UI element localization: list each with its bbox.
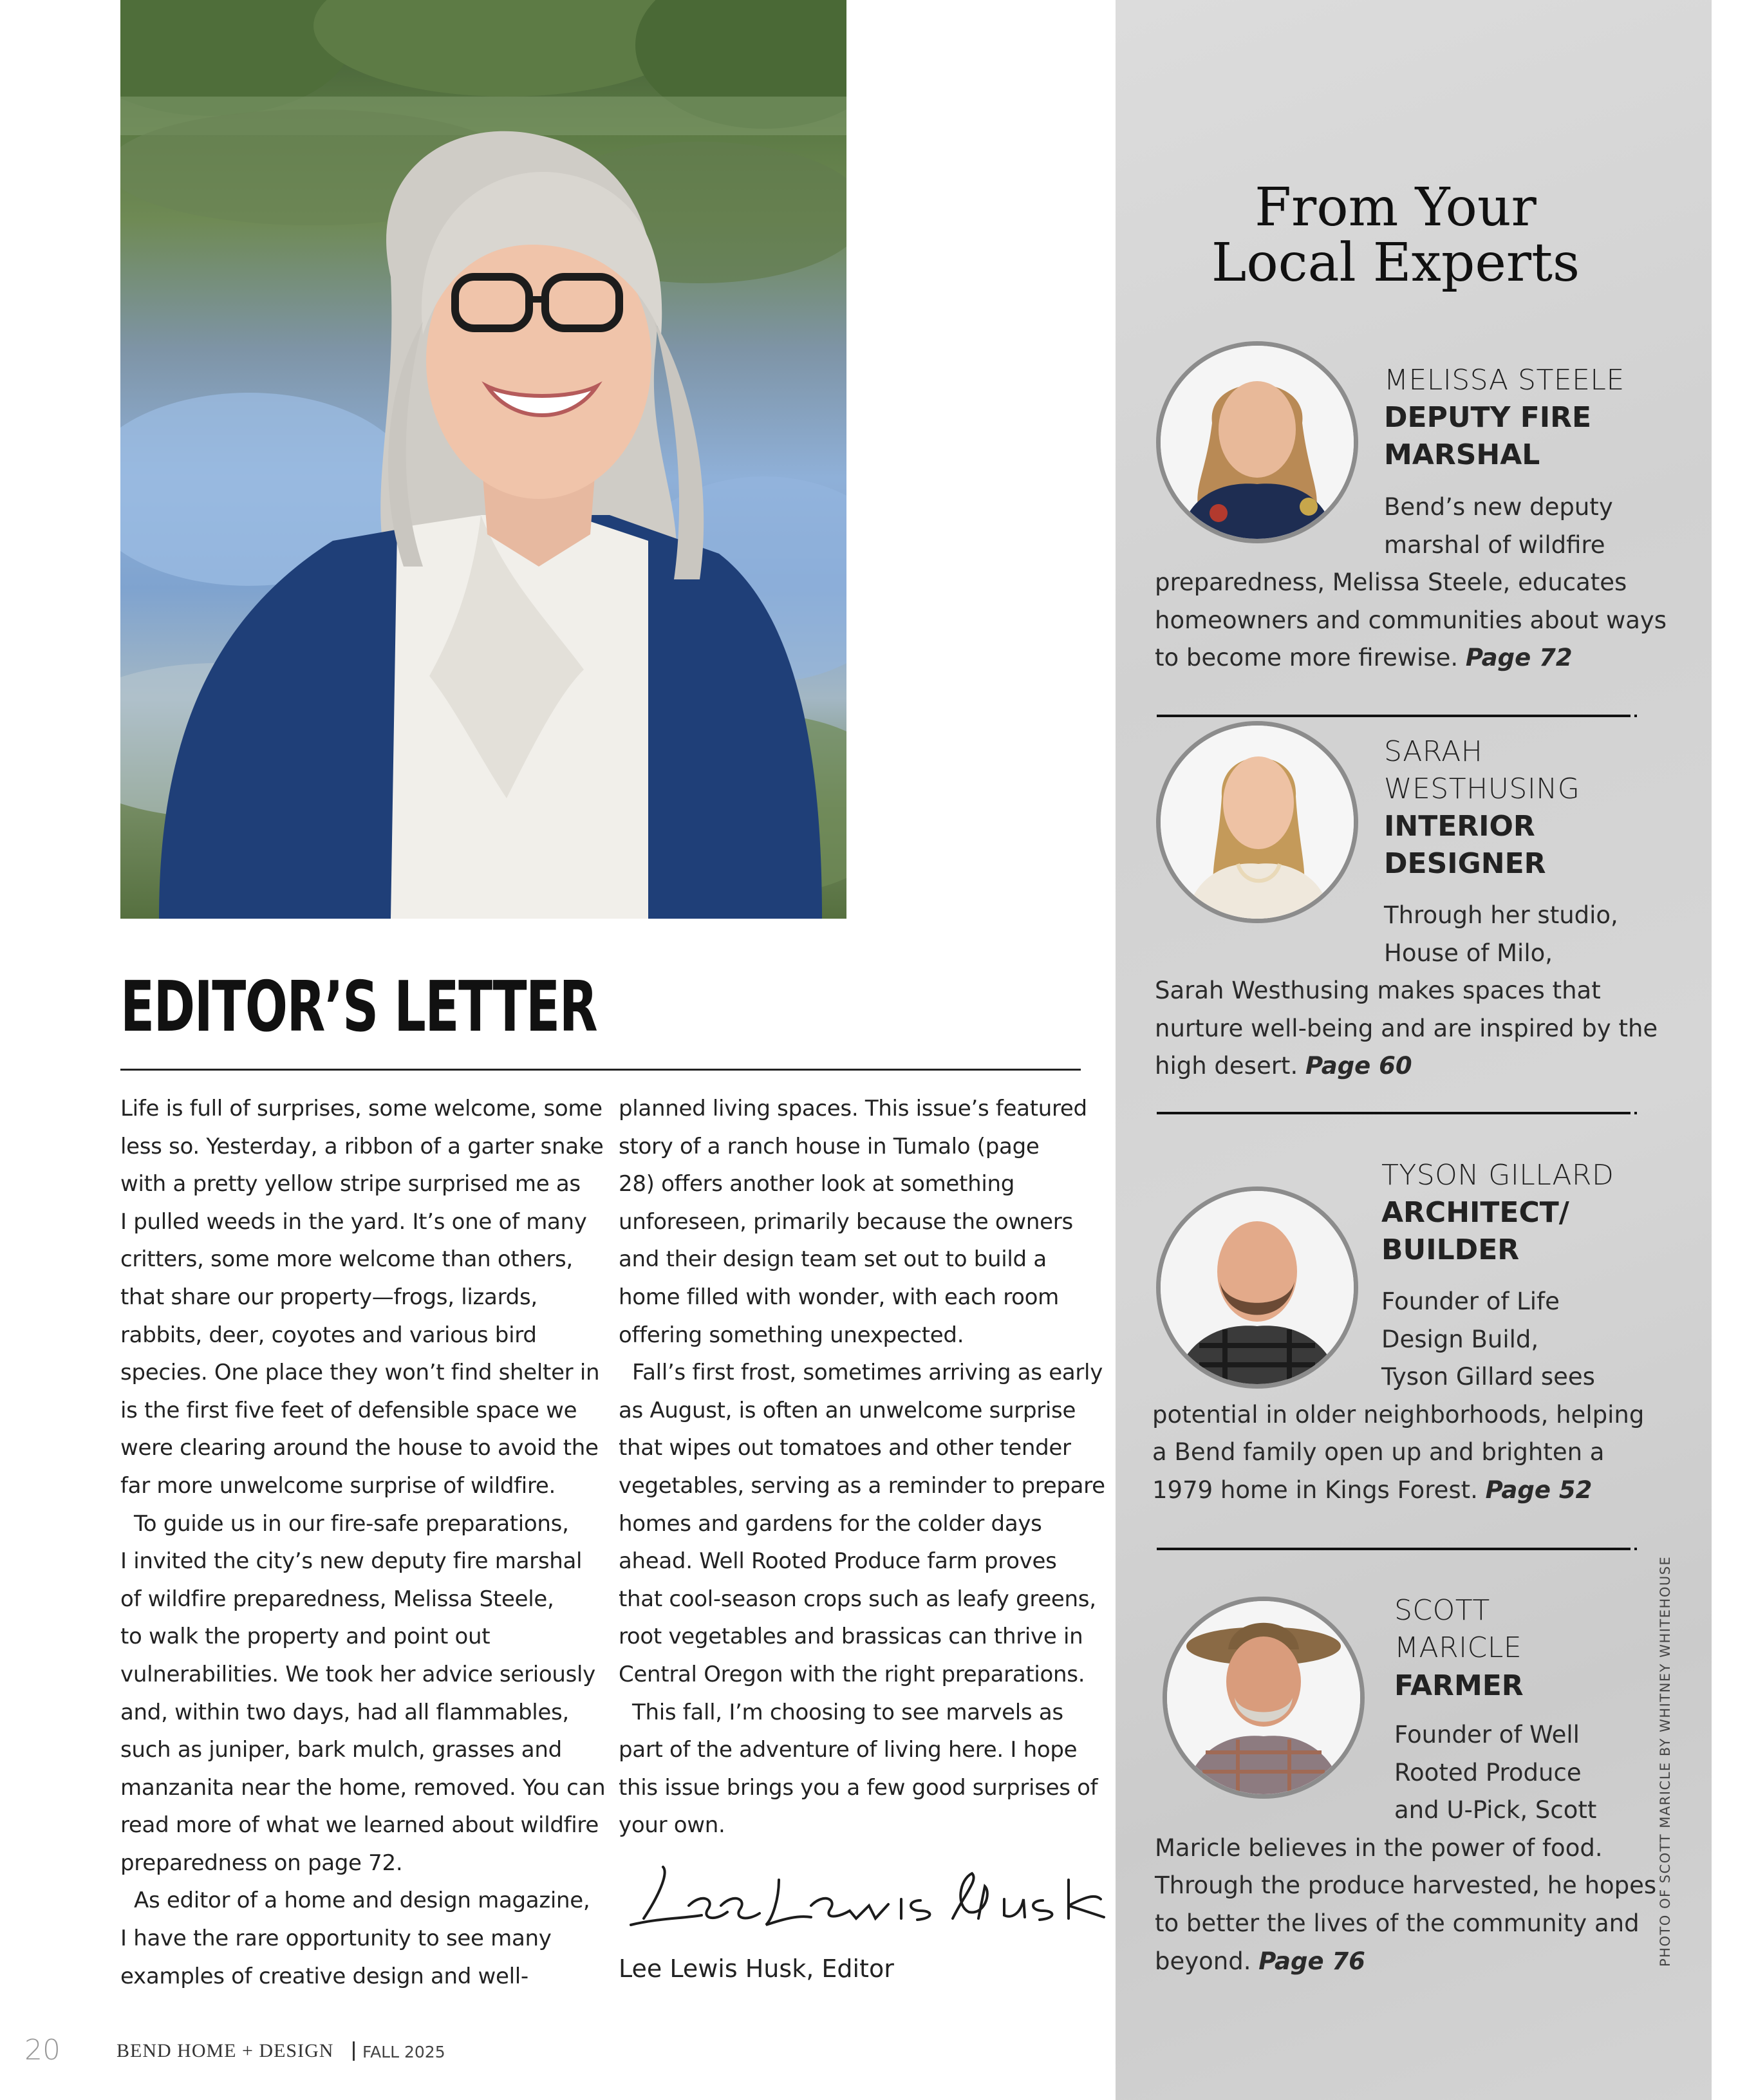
sidebar-title <box>1116 177 1676 294</box>
text-line: as August, is often an unwelcome surprise <box>619 1397 1076 1423</box>
page-reference: Page 72 <box>1465 644 1573 672</box>
desc-line <box>1155 639 1667 677</box>
expert-role-line: FARMER <box>1394 1669 1524 1702</box>
text-line: and their design team set out to build a <box>619 1246 1047 1273</box>
expert-divider <box>1157 1548 1631 1550</box>
expert-divider <box>1157 715 1631 717</box>
letter-column-left <box>120 1090 606 1995</box>
text-line: less so. Yesterday, a ribbon of a garter snake <box>120 1133 604 1159</box>
issue-label: FALL 2025 <box>362 2043 445 2061</box>
text-line: this issue brings you a few good surprises of <box>619 1774 1098 1801</box>
text-line: rabbits, deer, coyotes and various bird <box>120 1322 537 1348</box>
text-line: planned living spaces. This issue’s featured <box>619 1096 1087 1121</box>
text-line: species. One place they won’t find shelter in <box>120 1360 600 1386</box>
page-number: 20 <box>24 2034 61 2067</box>
desc-text: high desert. <box>1155 1052 1298 1080</box>
expert-divider <box>1157 1112 1631 1114</box>
footer-separator <box>353 2041 355 2061</box>
expert-name <box>1394 1592 1522 1667</box>
desc-line: a Bend family open up and brighten a <box>1152 1438 1605 1467</box>
desc-line: Rooted Produce <box>1394 1758 1582 1786</box>
desc-line: preparedness, Melissa Steele, educates <box>1155 568 1627 597</box>
expert-photo-sarah-westhusing <box>1156 721 1358 923</box>
page-reference: Page 52 <box>1485 1476 1593 1504</box>
text-line: vulnerabilities. We took her advice seriously <box>120 1661 595 1687</box>
letter-column-right <box>619 1090 1105 1844</box>
desc-line: potential in older neighborhoods, helping <box>1152 1400 1645 1429</box>
expert-name-line: WESTHUSING <box>1384 773 1580 805</box>
expert-role <box>1384 808 1546 883</box>
expert-role <box>1394 1667 1524 1705</box>
sidebar-title-line: From Your <box>1255 177 1537 238</box>
expert-name <box>1381 1157 1614 1194</box>
expert-role-line: DEPUTY FIRE <box>1384 401 1592 434</box>
text-line: unforeseen, primarily because the owners <box>619 1208 1073 1235</box>
desc-line: marshal of wildfire <box>1384 530 1605 559</box>
text-line: Life is full of surprises, some welcome, some <box>120 1096 603 1121</box>
text-line: I pulled weeds in the yard. It’s one of many <box>120 1208 587 1235</box>
text-line: vegetables, serving as a reminder to prepare <box>619 1472 1105 1499</box>
text-line: preparedness on page 72. <box>120 1850 403 1876</box>
text-line: is the first five feet of defensible space we <box>120 1397 577 1423</box>
text-line: examples of creative design and well- <box>120 1963 528 1989</box>
expert-name-line: MARICLE <box>1394 1631 1522 1664</box>
desc-line: Sarah Westhusing makes spaces that <box>1155 977 1601 1005</box>
desc-line <box>1155 1047 1658 1085</box>
signature-caption: Lee Lewis Husk, Editor <box>619 1955 894 1983</box>
text-line: ahead. Well Rooted Produce farm proves <box>619 1548 1057 1575</box>
desc-line: Through her studio, <box>1384 901 1618 929</box>
expert-name-line: TYSON GILLARD <box>1381 1159 1614 1192</box>
text-line: and, within two days, had all flammables, <box>120 1699 569 1725</box>
desc-line: Design Build, <box>1381 1325 1539 1353</box>
expert-name-line: SARAH <box>1384 735 1483 768</box>
desc-line: Tyson Gillard sees <box>1381 1363 1595 1391</box>
expert-name-line: MELISSA STEELE <box>1384 364 1625 397</box>
expert-role <box>1384 399 1591 474</box>
text-line: your own. <box>619 1812 725 1839</box>
text-line: offering something unexpected. <box>619 1322 964 1348</box>
desc-line: to better the lives of the community and <box>1155 1909 1640 1937</box>
text-line: This fall, I’m choosing to see marvels as <box>619 1699 1063 1725</box>
text-line: of wildfire preparedness, Melissa Steele, <box>120 1586 554 1612</box>
expert-name-line: SCOTT <box>1394 1594 1490 1627</box>
text-line: critters, some more welcome than others, <box>120 1246 573 1273</box>
desc-line: homeowners and communities about ways <box>1155 606 1667 634</box>
expert-name <box>1384 362 1625 399</box>
text-line: that share our property—frogs, lizards, <box>120 1284 537 1310</box>
text-line: Fall’s first frost, sometimes arriving as early <box>619 1360 1103 1386</box>
text-line: I have the rare opportunity to see many <box>120 1926 552 1952</box>
page-reference: Page 60 <box>1305 1052 1412 1080</box>
expert-description <box>1155 897 1658 1085</box>
text-line: such as juniper, bark mulch, grasses and <box>120 1737 562 1763</box>
text-line: that cool-season crops such as leafy greens, <box>619 1586 1096 1612</box>
editors-letter-title: EDITOR’S LETTER <box>120 967 597 1047</box>
text-line: part of the adventure of living here. I hope <box>619 1737 1078 1763</box>
page-reference: Page 76 <box>1258 1947 1365 1975</box>
desc-line: Through the produce harvested, he hopes <box>1155 1871 1657 1900</box>
text-line: 28) offers another look at something <box>619 1171 1014 1197</box>
expert-description <box>1155 489 1667 677</box>
desc-line: and U-Pick, Scott <box>1394 1796 1597 1824</box>
expert-role-line: ARCHITECT/ <box>1381 1196 1569 1229</box>
text-line: I invited the city’s new deputy fire marshal <box>120 1548 583 1575</box>
expert-name <box>1384 733 1580 808</box>
editor-portrait-photo <box>120 0 846 919</box>
desc-line: Bend’s new deputy <box>1384 493 1613 521</box>
expert-role <box>1381 1194 1569 1269</box>
desc-line: nurture well-being and are inspired by the <box>1155 1014 1658 1042</box>
text-line: root vegetables and brassicas can thrive in <box>619 1624 1083 1650</box>
expert-role-line: MARSHAL <box>1384 438 1540 471</box>
title-divider <box>120 1069 1081 1071</box>
desc-line: House of Milo, <box>1384 939 1553 967</box>
text-line: homes and gardens for the colder days <box>619 1510 1042 1537</box>
desc-text: beyond. <box>1155 1947 1251 1975</box>
text-line: read more of what we learned about wildfire <box>120 1812 599 1839</box>
expert-role-line: DESIGNER <box>1384 847 1546 880</box>
expert-description <box>1155 1716 1656 1980</box>
desc-text: to become more firewise. <box>1155 644 1459 672</box>
sidebar-title-line: Local Experts <box>1211 232 1580 294</box>
desc-line: Founder of Life <box>1381 1288 1560 1315</box>
text-line: Central Oregon with the right preparations. <box>619 1661 1085 1687</box>
text-line: with a pretty yellow stripe surprised me as <box>120 1171 581 1197</box>
desc-line: Maricle believes in the power of food. <box>1155 1833 1603 1862</box>
desc-text: 1979 home in Kings Forest. <box>1152 1476 1478 1504</box>
text-line: home filled with wonder, with each room <box>619 1284 1060 1310</box>
text-line: were clearing around the house to avoid the <box>120 1435 599 1461</box>
photo-credit: PHOTO OF SCOTT MARICLE BY WHITNEY WHITEHOUSE <box>1658 1555 1673 1967</box>
editor-signature <box>618 1854 1107 1938</box>
expert-role-line: BUILDER <box>1381 1233 1520 1266</box>
text-line: that wipes out tomatoes and other tender <box>619 1435 1071 1461</box>
desc-line: Founder of Well <box>1394 1721 1580 1748</box>
desc-line <box>1155 1943 1656 1981</box>
expert-role-line: INTERIOR <box>1384 810 1535 843</box>
text-line: manzanita near the home, removed. You can <box>120 1774 606 1801</box>
text-line: to walk the property and point out <box>120 1624 491 1650</box>
magazine-brand: BEND HOME + DESIGN <box>117 2040 334 2061</box>
text-line: As editor of a home and design magazine, <box>120 1888 590 1914</box>
text-line: To guide us in our fire-safe preparations, <box>120 1510 569 1537</box>
desc-line <box>1152 1472 1644 1510</box>
expert-description <box>1152 1283 1644 1510</box>
text-line: far more unwelcome surprise of wildfire. <box>120 1472 556 1499</box>
text-line: story of a ranch house in Tumalo (page <box>619 1133 1040 1159</box>
